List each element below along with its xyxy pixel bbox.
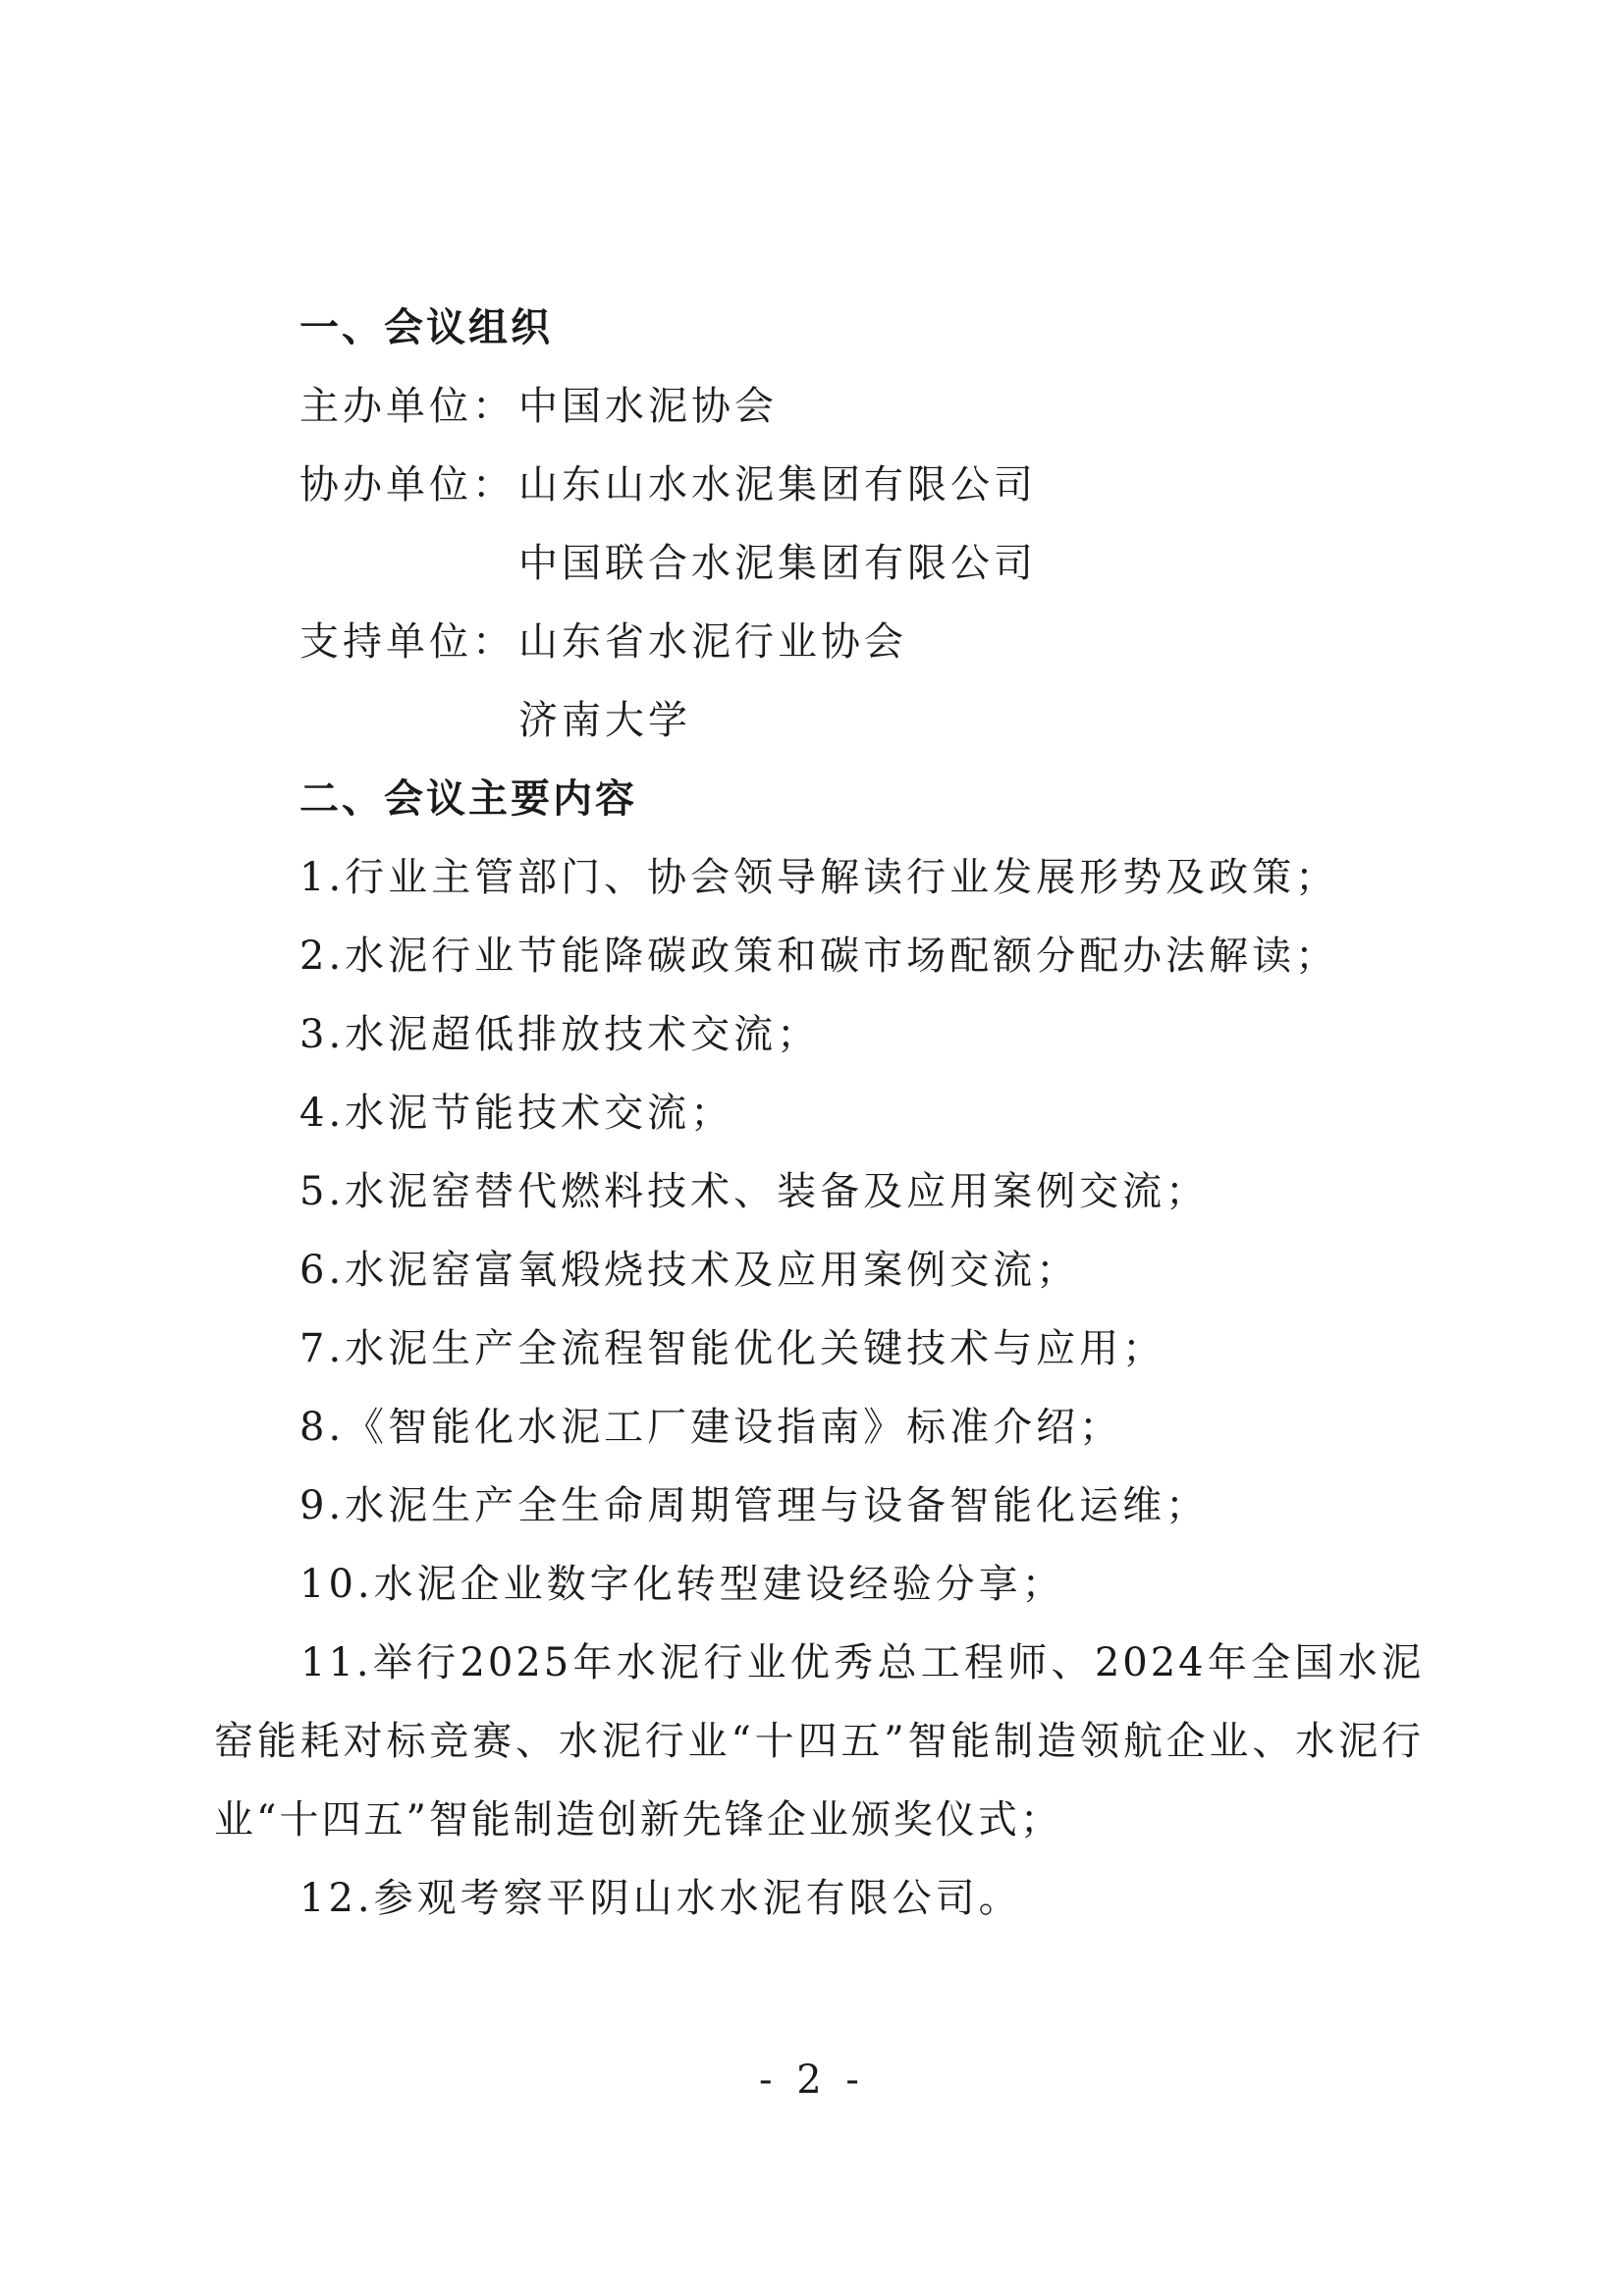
section-heading-organization: 一、会议组织 (299, 305, 553, 350)
host-value: 中国水泥协会 (518, 384, 778, 429)
content-item: 6.水泥窑富氧煅烧技术及应用案例交流； (299, 1248, 1080, 1293)
co-organizer-value: 山东山水水泥集团有限公司 (518, 462, 1037, 507)
content-item: 7.水泥生产全流程智能优化关键技术与应用； (299, 1326, 1166, 1371)
co-organizer-value: 中国联合水泥集团有限公司 (518, 541, 1037, 586)
content-item: 2.水泥行业节能降碳政策和碳市场配额分配办法解读； (299, 934, 1339, 979)
content-item: 12.参观考察平阴山水水泥有限公司。 (299, 1876, 1022, 1921)
content-item: 8.《智能化水泥工厂建设指南》标准介绍； (299, 1405, 1123, 1450)
content-item: 1.行业主管部门、协会领导解读行业发展形势及政策； (299, 855, 1339, 900)
page-number: - 2 - (759, 2057, 865, 2103)
content-item: 9.水泥生产全生命周期管理与设备智能化运维； (299, 1483, 1210, 1528)
supporter-value: 济南大学 (518, 698, 691, 743)
content-item: 5.水泥窑替代燃料技术、装备及应用案例交流； (299, 1169, 1210, 1214)
content-item: 3.水泥超低排放技术交流； (299, 1012, 821, 1057)
section-heading-content: 二、会议主要内容 (299, 776, 637, 822)
content-item: 4.水泥节能技术交流； (299, 1091, 734, 1136)
content-item-paragraph: 11.举行2025年水泥行业优秀总工程师、2024年全国水泥窑能耗对标竞赛、水泥行业“十四五”智能制造领航企业、水泥行业“十四五”智能制造创新先锋企业颁奖仪式； (214, 1640, 1424, 1842)
supporter-label: 支持单位： (299, 619, 515, 665)
content-item: 10.水泥企业数字化转型建设经验分享； (299, 1562, 1065, 1607)
host-label: 主办单位： (299, 384, 515, 429)
supporter-value: 山东省水泥行业协会 (518, 619, 907, 665)
co-organizer-label: 协办单位： (299, 462, 515, 507)
